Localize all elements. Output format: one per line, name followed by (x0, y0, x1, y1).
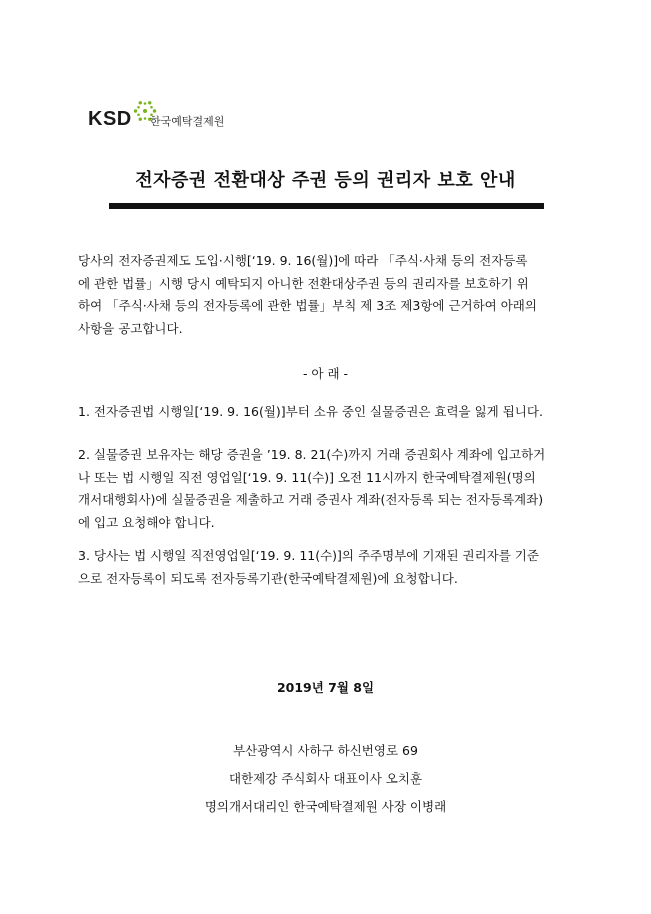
item-line: 에 입고 요청해야 합니다. (78, 514, 215, 530)
signature-agent: 명의개서대리인 한국예탁결제원 사장 이병래 (204, 799, 447, 814)
sparkle-dot (137, 113, 140, 116)
intro-paragraph (78, 250, 578, 340)
signature-company: 대한제강 주식회사 대표이사 오치훈 (228, 771, 423, 786)
sparkle-dot (144, 102, 147, 105)
logo-name: 한국예탁결제원 (150, 115, 225, 128)
intro-line: 하여 「주식·사채 등의 전자등록에 관한 법률」부칙 제 3조 제3항에 근거하여 아래의 (78, 298, 537, 313)
sparkle-dot (144, 117, 147, 120)
item-2 (78, 444, 578, 534)
item-1 (78, 401, 578, 424)
page-title: 전자증권 전환대상 주권 등의 권리자 보호 안내 (135, 170, 516, 191)
intro-line: 에 관한 법률」시행 당시 예탁되지 아니한 전환대상주권 등의 권리자를 보호하기 위 (78, 275, 529, 291)
item-line: 으로 전자등록이 되도록 전자등록기관(한국예탁결제원)에 요청합니다. (78, 570, 458, 586)
item-line: 3. 당사는 법 시행일 직전영업일[‘19. 9. 11(수)]의 주주명부에 기재된 권리자를 기준 (78, 548, 539, 563)
section-separator: - 아 래 - (302, 366, 349, 381)
sparkle-dot (150, 106, 153, 109)
item-line: 2. 실물증권 보유자는 해당 증권을 ’19. 8. 21(수)까지 거래 증권회사 계좌에 입고하거 (78, 447, 546, 462)
intro-line: 당사의 전자증권제도 도입·시행[‘19. 9. 16(월)]에 따라 「주식·사채 등의 전자등록 (78, 253, 528, 268)
title-underline (109, 203, 544, 209)
sparkle-dot (137, 106, 140, 109)
item-line: 1. 전자증권법 시행일[‘19. 9. 16(월)]부터 소유 중인 실물증권은 효력을 잃게 됩니다. (78, 404, 543, 419)
ksd-logo (88, 98, 288, 132)
sparkle-dot (148, 101, 151, 104)
sparkle-dot (139, 101, 142, 104)
item-line: 개서대행회사)에 실물증권을 제출하고 거래 증권사 계좌(전자등록 되는 전자등록계좌) (78, 492, 544, 507)
item-3 (78, 545, 578, 590)
signature-address: 부산광역시 사하구 하신번영로 69 (233, 743, 418, 758)
sparkle-dot (139, 118, 142, 121)
logo-brand: KSD (88, 108, 132, 130)
item-line: 나 또는 법 시행일 직전 영업일[‘19. 9. 11(수)] 오전 11시까지 한국예탁결제원(명의 (78, 469, 536, 485)
sparkle-center (143, 109, 147, 113)
notice-date: 2019년 7월 8일 (276, 680, 375, 695)
sparkle-dot (134, 109, 137, 112)
intro-line: 사항을 공고합니다. (78, 320, 183, 336)
